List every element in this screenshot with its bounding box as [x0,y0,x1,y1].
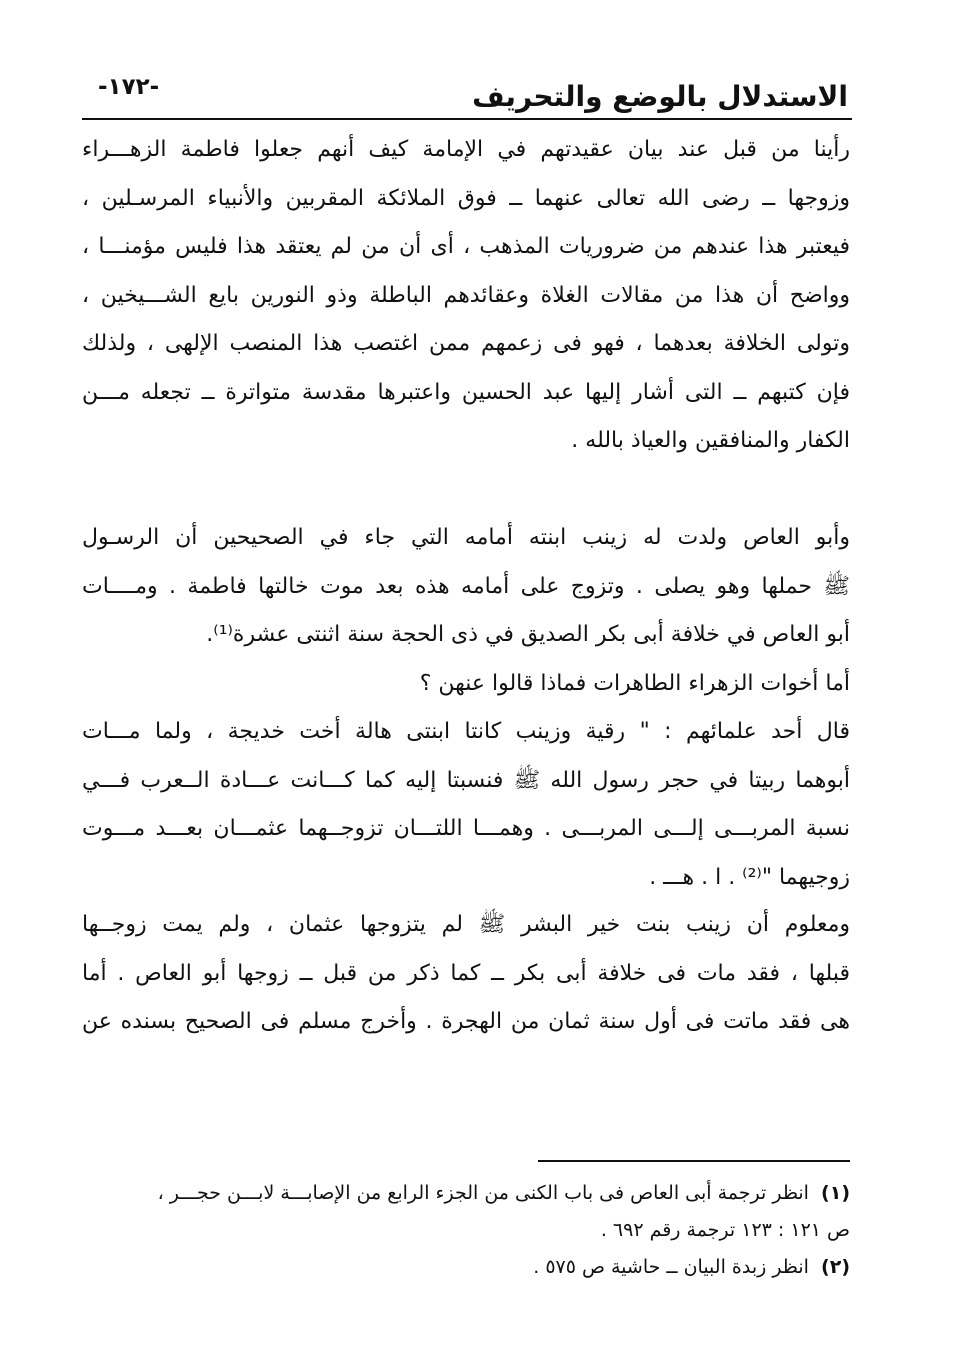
footnotes [82,1175,850,1286]
text-line: أما أخوات الزهراء الطاهرات فماذا قالوا عنهن ؟ [419,670,850,696]
text-line: وواضح أن هذا من مقالات الغلاة وعقائدهم الباطلة وذو النورين بايع الشـــيخين ، [82,282,850,308]
text-line: فإن كتبهم ــ التى أشار إليها عبد الحسين واعتبرها مقدسة متواترة ــ تجعله مـــن [82,379,850,405]
footnote-separator [538,1160,850,1162]
text-line: زوجيهما "⁽²⁾ . ا . هـــ . [649,864,850,890]
text-line: أبوهما ربيتا في حجر رسول الله ﷺ فنسبتا إليه كما كـــانت عـــادة الــعرب فـــي [82,767,850,793]
footnote-1-continuation [82,1212,850,1249]
text-line: قبلها ، فقد مات فى خلافة أبى بكر ــ كما ذكر من قبل ــ زوجها أبو العاص . أما [82,960,850,986]
running-title: الاستدلال بالوضع والتحريف [472,80,848,113]
text-line: أبو العاص في خلافة أبى بكر الصديق في ذى الحجة سنة اثنتى عشرة⁽¹⁾. [206,622,850,647]
text-line: ﷺ حملها وهو يصلى . وتزوج على أمامه هذه بعد موت خالتها فاطمة . ومــــات [82,573,850,599]
paragraph-3 [82,901,850,1047]
footnote-number: (٢) [821,1256,850,1278]
footnote-2 [82,1249,850,1286]
page-number: -١٧٢- [98,74,160,100]
text-line: رأينا من قبل عند بيان عقيدتهم في الإمامة كيف أنهم جعلوا فاطمة الزهـــراء [82,137,850,162]
footnote-text: انظر زبدة البيان ــ حاشية ص ٥٧٥ . [533,1256,809,1278]
text-line: ومعلوم أن زينب بنت خير البشر ﷺ لم يتزوجها عثمان ، ولم يمت زوجــها [82,912,850,937]
text-line: هى فقد ماتت فى أول سنة ثمان من الهجرة . وأخرج مسلم فى الصحيح بسنده عن [82,1009,850,1034]
text-line: فيعتبر هذا عندهم من ضروريات المذهب ، أى أن من لم يعتقد هذا فليس مؤمنـــا ، [82,234,850,259]
footnote-text: انظر ترجمة أبى العاص فى باب الكنى من الجزء الرابع من الإصابـــة لابـــن حجـــر ، [157,1182,809,1204]
footnote-number: (١) [821,1182,850,1204]
paragraph-1 [82,126,850,466]
text-line: قال أحد علمائهم : " رقية وزينب كانتا ابنتى هالة أخت خديجة ، ولما مـــات [82,719,850,744]
text-line: وزوجها ــ رضى الله تعالى عنهما ــ فوق الملائكة المقربين والأنبياء المرسـلين ، [82,185,850,211]
text-line: وتولى الخلافة بعدهما ، فهو فى زعمهم ممن اغتصب هذا المنصب الإلهى ، ولذلك [82,331,850,356]
text-line: الكفار والمنافقين والعياذ بالله . [571,428,850,453]
page-header [82,62,852,120]
text-line: وأبو العاص ولدت له زينب ابنته أمامه التي جاء في الصحيحين أن الرسـول [82,525,850,550]
footnote-1 [82,1175,850,1212]
footnote-text: ص ١٢١ : ١٢٣ ترجمة رقم ٦٩٢ . [600,1219,850,1241]
paragraph-2 [82,514,850,902]
text-line: نسبة المربـــى إلـــى المربـــى . وهمـــا اللتـــان تزوجــهما عثمـــان بعـــد مـــوت [82,816,850,841]
